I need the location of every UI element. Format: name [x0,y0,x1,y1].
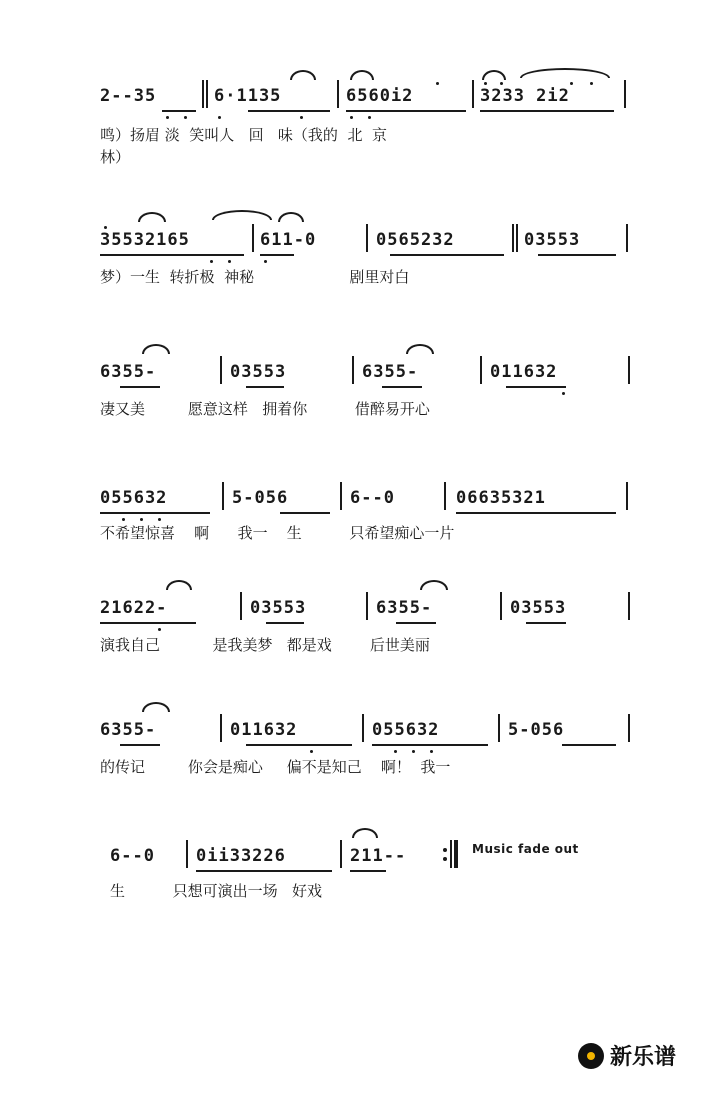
barline [472,80,474,108]
octave-dot [122,518,125,521]
lyrics-line-2: 梦）一生 转折极 神秘 剧里对白 [100,268,410,286]
double-barline [512,224,518,252]
octave-dot [158,518,161,521]
tie [520,68,610,78]
beam [346,110,466,112]
beam [372,744,488,746]
octave-dot [570,82,573,85]
barline [366,592,368,620]
barline [500,592,502,620]
octave-dot [264,260,267,263]
beam [396,622,436,624]
beam [248,110,330,112]
barline [624,80,626,108]
barline [480,356,482,384]
beam [350,870,386,872]
octave-dot [310,750,313,753]
octave-dot [158,628,161,631]
barline [362,714,364,742]
measure: 6355- [100,362,157,382]
barline [628,592,630,620]
beam [162,110,196,112]
measure: 611-0 [260,230,317,250]
beam [100,512,210,514]
beam [120,744,160,746]
measure: 6--0 [350,488,395,508]
measure: 011632 [230,720,298,740]
octave-dot [218,116,221,119]
measure: 5-056 [508,720,565,740]
tie [406,344,434,354]
beam [506,386,566,388]
notes-line-3 [100,356,640,386]
measure: 6--0 [110,846,155,866]
tie [420,580,448,590]
beam [526,622,566,624]
barline [498,714,500,742]
beam [280,512,330,514]
barline [252,224,254,252]
beam [246,386,284,388]
lyrics-line-7: 生 只想可演出一场 好戏 [110,882,322,900]
beam [562,744,616,746]
measure: 2--35 [100,86,157,106]
measure: 03553 [250,598,307,618]
octave-dot [368,116,371,119]
barline [186,840,188,868]
measure: 6355- [362,362,419,382]
lyrics-line-4: 不希望惊喜 啊 我一 生 只希望痴心一片 [100,524,455,542]
record-disc-icon [578,1043,604,1069]
site-logo-name: 新乐谱 [610,1045,677,1070]
barline [366,224,368,252]
lyrics-line-1-continuation: 林） [100,148,131,166]
tie [482,70,506,80]
measure: 5-056 [232,488,289,508]
beam [100,254,244,256]
barline [444,482,446,510]
octave-dot [140,518,143,521]
barline [340,840,342,868]
octave-dot [228,260,231,263]
beam [196,870,332,872]
tie [352,828,378,838]
octave-dot [484,82,487,85]
measure: 211-- [350,846,407,866]
measure: 6560i2 [346,86,414,106]
measure: 055632 [100,488,168,508]
measure: 6355- [100,720,157,740]
barline [628,714,630,742]
octave-dot [166,116,169,119]
measure: 03553 [230,362,287,382]
barline [240,592,242,620]
measure: 6355- [376,598,433,618]
tie [290,70,316,80]
tie [350,70,374,80]
beam [100,622,196,624]
octave-dot [562,392,565,395]
octave-dot [430,750,433,753]
measure: 0ii33226 [196,846,286,866]
beam [246,744,352,746]
octave-dot [184,116,187,119]
octave-dot [436,82,439,85]
barline [626,482,628,510]
octave-dot [412,750,415,753]
beam [266,622,304,624]
measure: 03553 [510,598,567,618]
beam [480,110,614,112]
beam [382,386,422,388]
octave-dot [500,82,503,85]
beam [538,254,616,256]
barline [628,356,630,384]
double-barline [202,80,208,108]
barline [222,482,224,510]
barline [352,356,354,384]
beam [120,386,160,388]
notes-line-1 [100,80,640,110]
notes-line-5 [100,592,640,622]
measure: 055632 [372,720,440,740]
octave-dot [350,116,353,119]
beam [390,254,504,256]
measure: 35532165 [100,230,190,250]
lyrics-line-1: 鸣）扬眉 淡 笑叫人 回 味（我的 北 京 [100,126,387,144]
octave-dot [210,260,213,263]
notes-line-6 [100,714,640,744]
barline [626,224,628,252]
measure: 3233 2i2 [480,86,570,106]
lyrics-line-5: 演我自己 是我美梦 都是戏 后世美丽 [100,636,430,654]
measure: 03553 [524,230,581,250]
site-logo [578,1040,676,1071]
tie [212,210,272,220]
notes-line-2 [100,224,640,254]
notes-line-4 [100,482,640,512]
octave-dot [104,226,107,229]
tie [278,212,304,222]
barline [220,356,222,384]
measure: 011632 [490,362,558,382]
barline [340,482,342,510]
measure: 0565232 [376,230,455,250]
measure: 21622- [100,598,168,618]
tie [166,580,192,590]
measure: 6·1135 [214,86,282,106]
repeat-end-barline [450,840,458,868]
barline [337,80,339,108]
lyrics-line-3: 凄又美 愿意这样 拥着你 借醉易开心 [100,400,430,418]
octave-dot [590,82,593,85]
barline [220,714,222,742]
measure: 06635321 [456,488,546,508]
octave-dot [300,116,303,119]
lyrics-line-6: 的传记 你会是痴心 偏不是知己 啊！ 我一 [100,758,451,776]
octave-dot [394,750,397,753]
beam [260,254,294,256]
ending-direction-text: Music fade out [472,842,579,856]
beam [456,512,616,514]
